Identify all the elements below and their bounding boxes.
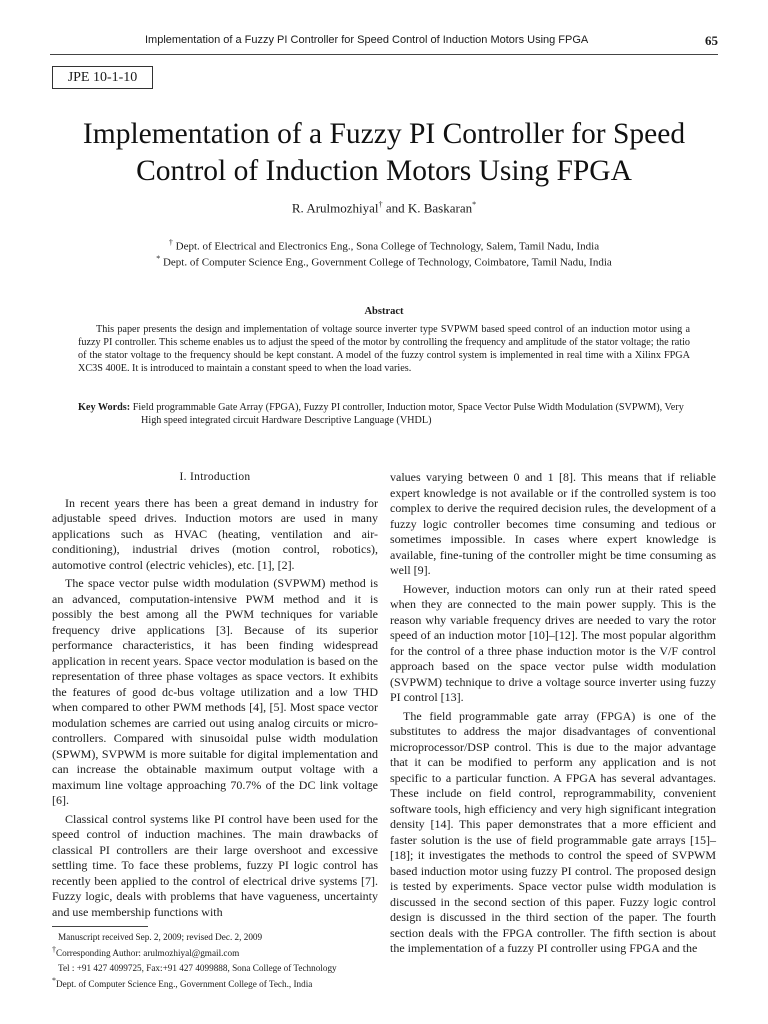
title-line-1: Implementation of a Fuzzy PI Controller for Speed xyxy=(82,118,686,150)
paper-code: JPE 10-1-10 xyxy=(67,69,138,85)
footnote-mark: * xyxy=(52,975,56,985)
footnote xyxy=(52,928,382,944)
paragraph: Classical control systems like PI control have been used for the speed control of induction machines. The main drawbacks of classical PI controllers are their large overshoot and excessive settling time. To face these problems, fuzzy PI logic control has recently been applied to the control of electrical drive systems [7]. Fuzzy logic, deals with problems that have vagueness, uncertainty and use membership functions with xyxy=(52,811,378,919)
running-head-title: Implementation of a Fuzzy PI Controller for Speed Control of Induction Motors Using FPGA xyxy=(145,34,589,46)
paper-code-box xyxy=(52,66,153,89)
paragraph: In recent years there has been a great demand in industry for adjustable speed drives. Induction motors are used in many applications such as HVAC (heating, ventilation and air-conditioning), industrial drives (motion control, robotics), automotive control (electric vehicles), etc. [1], [2]. xyxy=(52,495,378,572)
author-2: K. Baskaran xyxy=(407,200,473,216)
author-1: R. Arulmozhiyal xyxy=(291,200,379,216)
paragraph: The field programmable gate array (FPGA) is one of the substitutes to address the major disadvantages of conventional microprocessor/DSP control. This is due to the major advantage that it can be modified to perform any application and is not specific to a particular function. A FPGA has several advantages. These include on field control, reprogrammability, convenient software tools, high efficiency and very high significant integration density [14]. This paper demonstrates that a more efficient and faster solution is the use of field programmable gate arrays [15]–[18]; it investigates the methods to control the speed of SVPWM based induction motor using fuzzy PI control. The proposed design is tested by experiments. Space vector pulse width modulation is discussed in the second section of this paper. Fuzzy logic control design is discussed in the third section of the paper. The fourth section deals with the FPGA controller. The fifth section is about the implementation of a fuzzy PI controller using FPGA and the xyxy=(390,708,716,955)
affiliation-2 xyxy=(0,254,768,269)
abstract-text: This paper presents the design and implementation of voltage source inverter type SVPWM based speed control of an induction motor using a fuzzy PI controller. This scheme enables us to adjust the speed of the motor by controlling the frequency and amplitude of the stator voltage; the ratio of the stator voltage to the frequency should be kept constant. A model of the fuzzy control system is implemented in real time with a Xilinx FPGA XC3S 400E. It is introduced to maintain a constant speed to when the load varies. xyxy=(78,324,690,374)
paragraph: The space vector pulse width modulation (SVPWM) method is an advanced, computation-intensive PWM method and it is possibly the best among all the PWM techniques for variable frequency drive applications [3]. Because of its superior performance characteristics, it has been finding widespread application in recent years. Space vector modulation is based on the representation of three phase voltages as space vectors. It exhibits the features of good dc-bus voltage utilization and a low THD when compared to other PWM methods [4], [5]. Most space vector modulation schemes are carried out using analog circuits or micro-controllers. Compared with sinusoidal pulse width modulation (SPWM), SVPWM is more suitable for digital implementation and can increase the obtainable maximum output voltage with a maximum line voltage approaching 70.7% of the DC link voltage [6]. xyxy=(52,576,378,807)
footnotes xyxy=(52,928,382,990)
paragraph: However, induction motors can only run at their rated speed when they are connected to the main power supply. This is the reason why variable frequency drives are needed to vary the rotor speed of an induction motor [10]–[12]. The most popular algorithm for the control of a three phase induction motor is the V/F control approach based on the space vector pulse width modulation (SVPWM) technique to drive a voltage source inverter using fuzzy PI control [13]. xyxy=(390,581,716,704)
affiliation-1-text: Dept. of Electrical and Electronics Eng., Sona College of Technology, Salem, Tamil Nadu, India xyxy=(175,240,600,253)
header-rule xyxy=(50,54,718,55)
right-column xyxy=(390,470,716,960)
footnote-mark: † xyxy=(52,944,56,954)
affiliation-1 xyxy=(0,238,768,253)
keywords xyxy=(78,401,690,427)
keywords-text: Field programmable Gate Array (FPGA), Fuzzy PI controller, Induction motor, Space Vector Pulse Width Modulation (SVPWM), Very High speed integrated circuit Hardware Descriptive Language (VHDL) xyxy=(132,402,684,426)
author-2-mark: * xyxy=(472,200,477,209)
abstract-heading: Abstract xyxy=(364,306,404,317)
footnote xyxy=(52,975,382,991)
affiliation-2-text: Dept. of Computer Science Eng., Government College of Technology, Coimbatore, Tamil Nadu, India xyxy=(162,256,612,269)
footnote xyxy=(52,944,382,960)
footnote-text: Corresponding Author: arulmozhiyal@gmail.com xyxy=(56,947,240,958)
author-1-mark: † xyxy=(378,200,383,209)
paper-title xyxy=(40,116,728,190)
author-conjunction: and xyxy=(382,200,408,216)
affiliation-2-mark: * xyxy=(156,254,161,263)
footnote xyxy=(52,959,382,975)
footnote-text: Manuscript received Sep. 2, 2009; revised Dec. 2, 2009 xyxy=(58,932,263,943)
footnote-rule xyxy=(52,926,148,927)
author-list xyxy=(0,200,768,216)
paragraph: values varying between 0 and 1 [8]. This means that if reliable expert knowledge is not available or if the controlled system is too complex to derive the required decision rules, the development of a fuzzy logic controller becomes time consuming and tedious or sometimes impossible. In cases where expert knowledge is available, fine-tuning of the controller might be time consuming as well [9]. xyxy=(390,470,716,577)
page-number: 65 xyxy=(705,33,718,48)
footnote-text: Tel : +91 427 4099725, Fax:+91 427 4099888, Sona College of Technology xyxy=(58,963,337,974)
footnote-text: Dept. of Computer Science Eng., Government College of Tech., India xyxy=(56,978,313,989)
left-column xyxy=(52,470,378,923)
title-line-2: Control of Induction Motors Using FPGA xyxy=(136,155,632,187)
keywords-label: Key Words: xyxy=(78,402,131,413)
affiliation-1-mark: † xyxy=(168,238,173,247)
section-heading-introduction: I. Introduction xyxy=(179,471,251,483)
